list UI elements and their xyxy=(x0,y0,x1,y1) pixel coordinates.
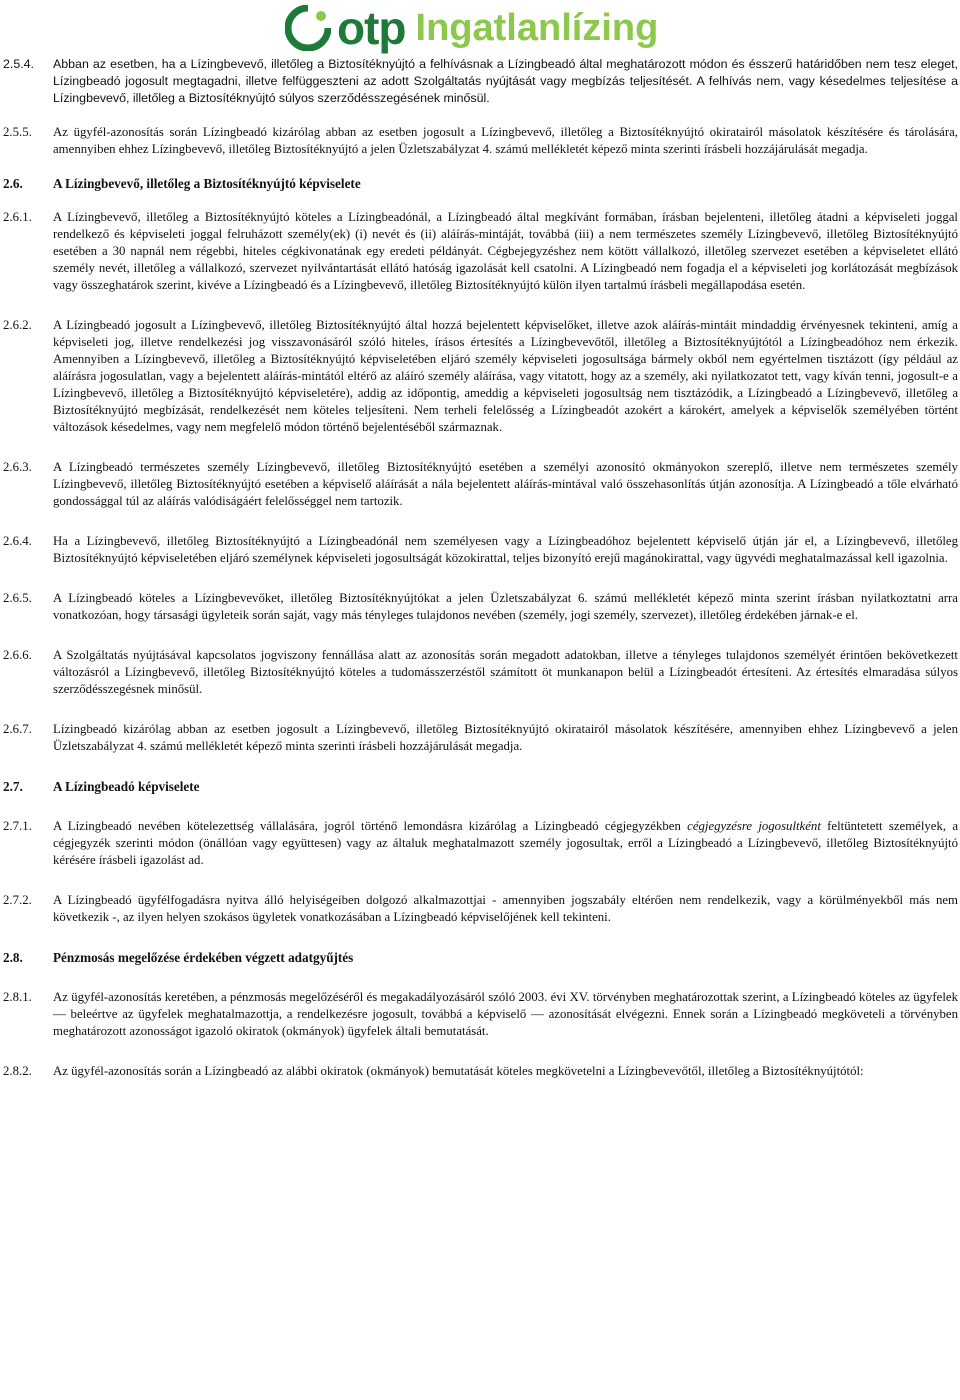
heading-text: Pénzmosás megelőzése érdekében végzett adatgyűjtés xyxy=(53,950,354,965)
company-logo xyxy=(285,2,658,54)
section-2-6-1 xyxy=(3,209,958,294)
section-text: Lízingbeadó kizárólag abban az esetben jogosult a Lízingbevevő, illetőleg Biztosítéknyújtó okiratairól másolatok készítésére, amennyiben ehhez Lízingbevevő a jelen Üzletszabályzat 4. számú mellékletét képező minta szerinti írásbeli hozzájárulását megadja. xyxy=(53,722,958,753)
section-text: A Lízingbeadó természetes személy Lízingbevevő, illetőleg Biztosítéknyújtó esetében a személyi azonosító okmányokon szereplő, illetve nem természetes személy Lízingbevevő, illetőleg Biztosítéknyújtó esetében a képviselő aláírását a nála bejelentett aláírás-mintával való összehasonlítás útján azonosítja. A Lízingbeadó a tőle elvárható gondossággal túl az aláírás valódiságáért felelősséggel nem tartozik. xyxy=(53,460,958,508)
section-number: 2.6.3. xyxy=(3,460,32,474)
section-2-6-3 xyxy=(3,459,958,510)
section-text: A Lízingbeadó jogosult a Lízingbevevő, illetőleg Biztosítéknyújtó által hozzá bejelentett képviselőket, illetve azok aláírás-mintáit mindaddig érvényesnek tekinteni, amíg a képviseleti jog, illetve rendelkezési jog visszavonásáról szóló hiteles, írásos értesítés a Lízingbevevőtől, illetőleg a Biztosítéknyújtótól a Lízingbeadóhoz nem érkezik. Amennyiben a Lízingbevevő, illetőleg a Biztosítéknyújtó képviseletében eljáró személy képviseleti jogosultsága bármely okból nem egyértelmen tisztázott (így például az aláírásra jogosulatlan, vagy a bejelentett aláírás-mintától eltérő az aláíró személy aláírása, vagy vitatott, hogy az a személy, aki nyilatkozatot tett, vagy kíván tenni, jogosult-e a Lízingbevevő, illetőleg a Biztosítéknyújtó képviseletére), addig az időpontig, ameddig a képviseleti jogosultság nem tisztázódik, a Lízingbeadó a Lízingbevevő, illetőleg a Biztosítéknyújtó megbízását, rendelkezését nem köteles teljesíteni. Nem terheli felelősség a Lízingbeadót azokért a károkért, amelyek a képviselők személyében történt változások késedelmes, vagy nem megfelelő módon történő bejelentéséből származnak. xyxy=(53,318,958,434)
section-2-5-4 xyxy=(3,56,958,107)
section-2-6-6 xyxy=(3,647,958,698)
section-2-6-2 xyxy=(3,317,958,436)
heading-2-7 xyxy=(3,778,958,795)
section-2-6-4 xyxy=(3,533,958,567)
section-number: 2.6.1. xyxy=(3,210,32,224)
section-2-7-1 xyxy=(3,818,958,869)
section-2-6-5 xyxy=(3,590,958,624)
section-2-6-7 xyxy=(3,721,958,755)
otp-logo-icon xyxy=(285,5,331,51)
section-number: 2.6.7. xyxy=(3,722,32,736)
section-text: A Lízingbeadó köteles a Lízingbevevőket, illetőleg Biztosítéknyújtókat a jelen Üzletszabályzat 6. számú mellékletét képező minta szerint írásban nyilatkoztatni arra vonatkozóan, hogy társasági ügyleteik során saját, vagy más tényleges tulajdonos nevében (személy, jogi személy, szervezet), illetőleg érdekében járnak-e el. xyxy=(53,591,958,622)
heading-2-6 xyxy=(3,175,958,192)
section-text: A Lízingbeadó ügyfélfogadásra nyitva álló helyiségeiben dolgozó alkalmazottjai - amennyiben jogszabály eltérően nem rendelkezik, vagy a körülményekből más nem következik -, az ilyen helyen szokásos ügyletek vonatkozásában a Lízingbeadó képviselőjének kell tekinteni. xyxy=(53,893,958,924)
logo-text-otp: otp xyxy=(337,2,406,54)
section-text-part-b: feltüntetett személyek, a cégjegyzék szerinti módon (önállóan vagy együttesen) vagy az általuk meghatalmazott személy jogosultak, erről a Lízingbeadó a Lízingbevevő, illetőleg Biztosítéknyújtó kérésére írásbeli igazolást ad. xyxy=(53,819,959,867)
section-number: 2.8.1. xyxy=(3,990,32,1004)
section-number: 2.7.2. xyxy=(3,893,32,907)
heading-2-8 xyxy=(3,949,958,966)
section-number: 2.6.5. xyxy=(3,591,32,605)
section-2-7-2 xyxy=(3,892,958,926)
section-text-italic: cégjegyzésre jogosultként xyxy=(687,819,821,833)
section-number: 2.8.2. xyxy=(3,1064,32,1078)
section-text: Ha a Lízingbevevő, illetőleg Biztosítéknyújtó a Lízingbeadónál nem személyesen vagy a Lízingbeadóhoz bejelentett képviselő útján jár el, a Lízingbevevő, illetőleg Biztosítéknyújtó képviseletében eljáró személynek képviseleti jogosultságát közokirattal, teljes bizonyító erejű magánokirattal, vagy ügyvédi meghatalmazással kell igazolnia. xyxy=(53,534,958,565)
section-number: 2.7.1. xyxy=(3,819,32,833)
section-text: A Lízingbevevő, illetőleg a Biztosítéknyújtó köteles a Lízingbeadónál, a Lízingbeadó által megkívánt formában, írásban bejelenteni, illetőleg átadni a képviseleti joggal rendelkező és képviseleti joggal felruházott személy(ek) (i) nevét és (ii) aláírás-mintáját, továbbá (iii) a nem természetes személy Lízingbevevő, illetőleg Biztosítéknyújtó esetében a 30 napnál nem régebbi, hiteles cégkivonatának egy eredeti példányát. Cégbejegyzéshez nem kötött vállalkozó, illetőleg szervezet esetében a képviseletet ellátó személy nevét, illetőleg a vállalkozó, szervezet nyilvántartását ellátó hatóság igazolását kell csatolni. A Lízingbeadó nem fogadja el a képviseleti jog korlátozását megbízások vagy összeghatárok szerint, kivéve a Lízingbeadó és a Lízingbevevő, illetőleg Biztosítéknyújtó külön ilyen tartalmú írásbeli megállapodása esetén. xyxy=(53,210,958,292)
section-number: 2.5.4. xyxy=(3,57,35,71)
section-text: Az ügyfél-azonosítás keretében, a pénzmosás megelőzéséről és megakadályozásáról szóló 2003. évi XV. törvényben meghatározottak szerint, a Lízingbeadó köteles az ügyfelek — beleértve az ügyfelek meghatalmazottja, a rendelkezésre jogosult, továbbá a képviselő — azonosítását elvégezni. Ennek során a Lízingbeadó megköveteli a törvényben meghatározott azonosságot igazoló okiratok (okmányok) ügyfelek általi bemutatását. xyxy=(53,990,958,1038)
heading-text: A Lízingbeadó képviselete xyxy=(53,779,200,794)
section-number: 2.6.6. xyxy=(3,648,32,662)
heading-number: 2.7. xyxy=(3,779,23,794)
section-text xyxy=(53,818,958,869)
section-2-8-2 xyxy=(3,1063,958,1080)
document-body xyxy=(3,56,958,1080)
section-number: 2.6.4. xyxy=(3,534,32,548)
logo-text-ingatlanlizing: Ingatlanlízing xyxy=(415,7,659,49)
section-text: A Szolgáltatás nyújtásával kapcsolatos jogviszony fennállása alatt az azonosítás során megadott adatokban, illetve a tényleges tulajdonos személyét érintően bekövetkezett változásról a Lízingbevevő, illetőleg Biztosítéknyújtó köteles a tudomásszerzéstől számított öt munkanapon belül a Lízingbeadót értesíteni. Az értesítés elmaradása súlyos szerződésszegésnek minősül. xyxy=(53,648,958,696)
section-2-8-1 xyxy=(3,989,958,1040)
section-2-5-5 xyxy=(3,124,958,158)
section-text-part-a: A Lízingbeadó nevében kötelezettség vállalására, jogról történő lemondásra kizárólag a Lízingbeadó cégjegyzékben xyxy=(53,819,681,833)
heading-number: 2.8. xyxy=(3,950,23,965)
section-number: 2.6.2. xyxy=(3,318,32,332)
section-text: Az ügyfél-azonosítás során a Lízingbeadó az alábbi okiratok (okmányok) bemutatását köteles megkövetelni a Lízingbevevőtől, illetőleg a Biztosítéknyújtótól: xyxy=(53,1064,864,1078)
section-text: Az ügyfél-azonosítás során Lízingbeadó kizárólag abban az esetben jogosult a Lízingbevevő, illetőleg a Biztosítéknyújtó okiratairól másolatok készítésére és tárolására, amennyiben ehhez Lízingbevevő, illetőleg Biztosítéknyújtó a jelen Üzletszabályzat 4. számú mellékletét képező minta szerinti írásbeli hozzájárulását megadja. xyxy=(53,125,958,156)
section-number: 2.5.5. xyxy=(3,125,32,139)
heading-text: A Lízingbevevő, illetőleg a Biztosítéknyújtó képviselete xyxy=(53,176,361,191)
section-text: Abban az esetben, ha a Lízingbevevő, illetőleg a Biztosítéknyújtó a felhívásnak a Lízingbeadó által meghatározott módon és ésszerű határidőben nem tesz eleget, Lízingbeadó jogosult megtagadni, illetve felfüggeszteni az adott Szolgáltatás nyújtását vagy megbízás teljesítését. A felhívás nem, vagy késedelmes teljesítése a Lízingbevevő, illetőleg a Biztosítéknyújtó súlyos szerződésszegésének minősül. xyxy=(53,57,958,105)
heading-number: 2.6. xyxy=(3,176,23,191)
